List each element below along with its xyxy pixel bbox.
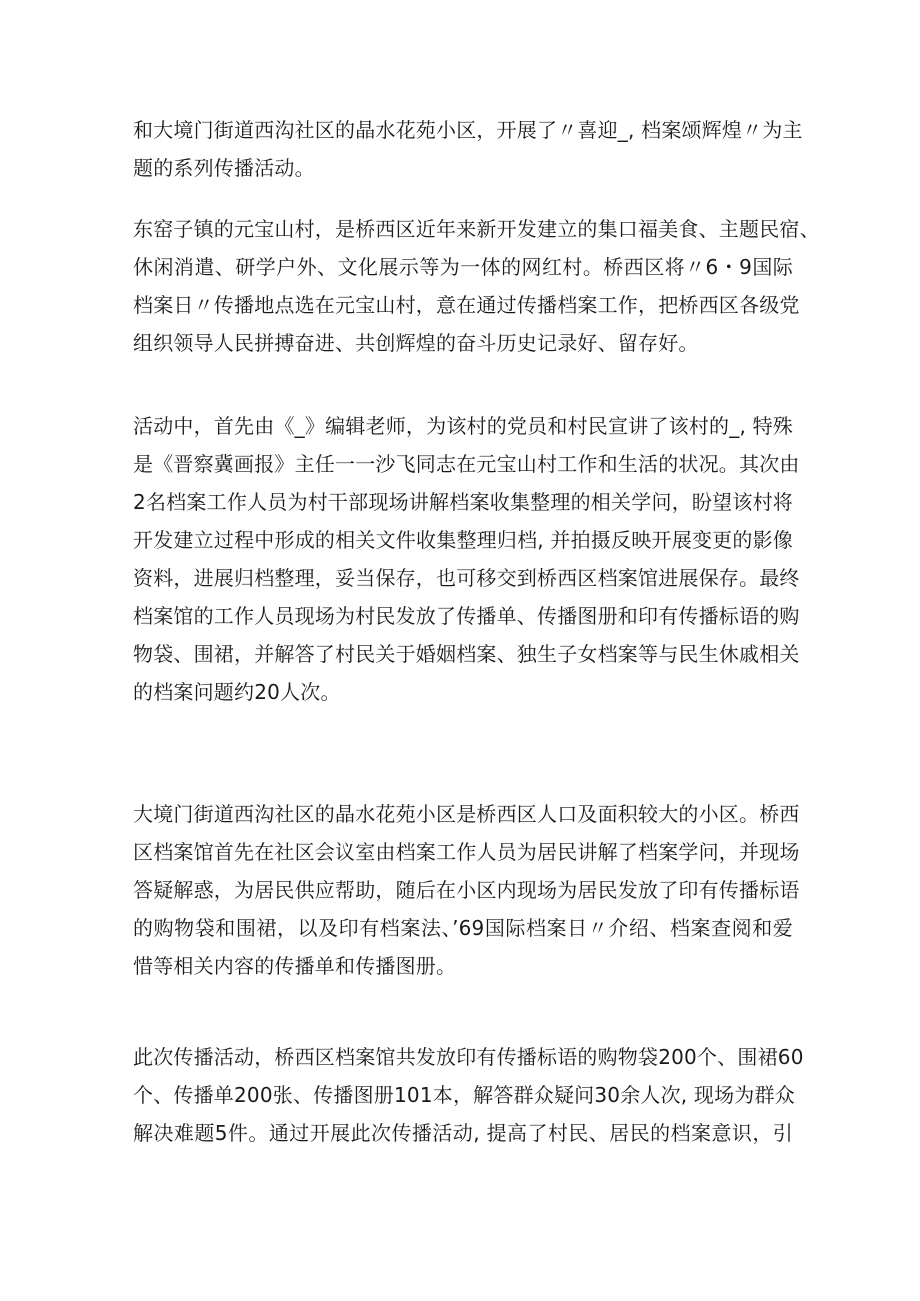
- text-line: 2名档案工作人员为村干部现场讲解档案收集整理的相关学问，盼望该村将: [133, 490, 793, 514]
- text-line: 的档案问题约20人次。: [133, 680, 341, 704]
- text-line: 个、传播单200张、传播图册101本，解答群众疑问30余人次, 现场为群众: [133, 1083, 795, 1107]
- text-line: 答疑解惑，为居民供应帮助，随后在小区内现场为居民发放了印有传播标语: [133, 878, 800, 902]
- paragraph-5: [133, 1038, 804, 1152]
- text-line: 休闲消遣、研学户外、文化展示等为一体的网红村。桥西区将〃6・9国际: [133, 255, 793, 279]
- text-line: 解决难题5件。通过开展此次传播活动, 提高了村民、居民的档案意识，引: [133, 1121, 793, 1145]
- text-line: 题的系列传播活动。: [133, 156, 315, 180]
- text-line: 物袋、围裙，并解答了村民关于婚姻档案、独生子女档案等与民生休戚相关: [133, 642, 800, 666]
- paragraph-3: [133, 407, 800, 711]
- text-line: 开发建立过程中形成的相关文件收集整理归档, 并拍摄反映开展变更的影像: [133, 528, 793, 552]
- text-line: 组织领导人民拼搏奋进、共创辉煌的奋斗历史记录好、留存好。: [133, 331, 699, 355]
- paragraph-1: [133, 111, 803, 187]
- text-line: 活动中，首先由《_》编辑老师，为该村的党员和村民宣讲了该村的_, 特殊: [133, 414, 793, 438]
- text-line: 的购物袋和围裙，以及印有档案法、’69国际档案日〃介绍、档案查阅和爱: [133, 916, 793, 940]
- text-line: 大境门街道西沟社区的晶水花苑小区是桥西区人口及面积较大的小区。桥西: [133, 802, 800, 826]
- text-line: 和大境门街道西沟社区的晶水花苑小区，开展了〃喜迎_, 档案颂辉煌〃为主: [133, 118, 803, 142]
- text-line: 区档案馆首先在社区会议室由档案工作人员为居民讲解了档案学问，并现场: [133, 840, 800, 864]
- text-line: 东窑子镇的元宝山村，是桥西区近年来新开发建立的集口福美食、主题民宿、: [133, 217, 820, 241]
- text-line: 资料，进展归档整理，妥当保存，也可移交到桥西区档案馆进展保存。最终: [133, 566, 800, 590]
- paragraph-2: [133, 210, 820, 362]
- paragraph-4: [133, 795, 800, 985]
- text-line: 是《晋察冀画报》主任一一沙飞同志在元宝山村工作和生活的状况。其次由: [133, 452, 800, 476]
- text-line: 惜等相关内容的传播单和传播图册。: [133, 954, 457, 978]
- text-line: 档案馆的工作人员现场为村民发放了传播单、传播图册和印有传播标语的购: [133, 604, 800, 628]
- text-line: 档案日〃传播地点选在元宝山村，意在通过传播档案工作，把桥西区各级党: [133, 293, 800, 317]
- text-line: 此次传播活动，桥西区档案馆共发放印有传播标语的购物袋200个、围裙60: [133, 1045, 804, 1069]
